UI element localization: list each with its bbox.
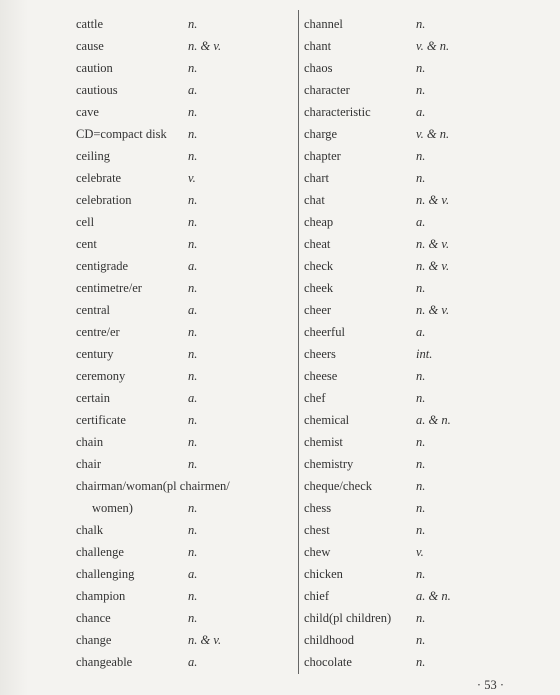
word-entry [76,256,298,278]
headword: cattle [76,17,104,31]
part-of-speech: n. [416,61,426,75]
part-of-speech: n. [416,501,426,515]
headword: chemistry [304,457,354,471]
word-entry [304,564,540,586]
headword: child(pl children) [304,611,392,625]
word-entry [76,542,298,564]
part-of-speech: n. [416,457,426,471]
headword: cheerful [304,325,345,339]
column-divider [298,10,299,674]
part-of-speech: n. [188,347,198,361]
part-of-speech: a. & n. [416,413,451,427]
word-entry [76,454,298,476]
headword: chemist [304,435,343,449]
word-entry [304,454,540,476]
word-entry [76,564,298,586]
part-of-speech: n. [416,435,426,449]
headword: chicken [304,567,343,581]
headword: chief [304,589,329,603]
part-of-speech: a. [416,325,426,339]
part-of-speech: int. [416,347,433,361]
part-of-speech: n. [416,479,426,493]
headword: caution [76,61,113,75]
word-entry [304,652,540,674]
headword: centre/er [76,325,120,339]
part-of-speech: n. [416,567,426,581]
headword: ceiling [76,149,111,163]
part-of-speech: a. [188,391,198,405]
part-of-speech: a. & n. [416,589,451,603]
word-entry [304,14,540,36]
word-entry [76,102,298,124]
headword: chat [304,193,325,207]
headword: challenging [76,567,135,581]
headword: chest [304,523,330,537]
word-entry [304,256,540,278]
headword: champion [76,589,126,603]
left-word-column [76,14,298,674]
headword: cell [76,215,95,229]
word-entry [76,168,298,190]
part-of-speech: v. [188,171,196,185]
headword: century [76,347,114,361]
part-of-speech: n. [188,61,198,75]
headword: chew [304,545,331,559]
word-entry [304,476,540,498]
part-of-speech: n. [416,17,426,31]
part-of-speech: n. [188,127,198,141]
headword: character [304,83,350,97]
word-entry [76,322,298,344]
right-word-column [304,14,540,674]
part-of-speech: v. [416,545,424,559]
headword: changeable [76,655,133,669]
part-of-speech: n. [188,281,198,295]
word-entry [76,410,298,432]
word-entry [76,344,298,366]
word-entry [76,234,298,256]
word-entry [76,190,298,212]
headword: certificate [76,413,126,427]
part-of-speech: n. [188,589,198,603]
headword: ceremony [76,369,126,383]
headword: chalk [76,523,104,537]
part-of-speech: n. [188,501,198,515]
part-of-speech: n. [416,391,426,405]
word-entry [76,36,298,58]
word-entry [76,300,298,322]
word-entry [304,520,540,542]
headword: channel [304,17,343,31]
headword: cheque/check [304,479,373,493]
word-entry [304,80,540,102]
headword: chant [304,39,332,53]
headword: chart [304,171,329,185]
headword: cautious [76,83,118,97]
part-of-speech: n. [416,633,426,647]
word-entry [76,388,298,410]
part-of-speech: n. [188,545,198,559]
part-of-speech: n. [416,523,426,537]
word-entry [76,520,298,542]
headword: cheer [304,303,332,317]
part-of-speech: a. [416,215,426,229]
headword: chess [304,501,332,515]
word-entry [76,366,298,388]
part-of-speech: n. & v. [416,303,450,317]
part-of-speech: a. [188,259,198,273]
part-of-speech: a. [188,655,198,669]
part-of-speech: n. [416,369,426,383]
part-of-speech: n. [416,83,426,97]
headword: chairman/woman(pl chairmen/ [76,479,230,493]
word-entry [304,432,540,454]
word-entry [304,366,540,388]
word-entry [304,146,540,168]
headword: chain [76,435,104,449]
headword: challenge [76,545,124,559]
headword: central [76,303,111,317]
headword: cave [76,105,99,119]
part-of-speech: n. [416,149,426,163]
headword: cause [76,39,104,53]
word-entry [304,300,540,322]
part-of-speech: n. [416,171,426,185]
part-of-speech: n. [416,655,426,669]
word-entry [76,498,298,520]
word-entry [76,124,298,146]
part-of-speech: n. [188,215,198,229]
word-entry [76,278,298,300]
word-entry [76,146,298,168]
headword: cheat [304,237,331,251]
headword: chef [304,391,326,405]
headword: cheers [304,347,336,361]
headword: chocolate [304,655,352,669]
part-of-speech: n. [188,435,198,449]
headword: certain [76,391,111,405]
page-number: · 53 · [476,678,504,692]
part-of-speech: a. [188,83,198,97]
word-entry [304,234,540,256]
part-of-speech: n. [188,523,198,537]
headword: centimetre/er [76,281,142,295]
part-of-speech: n. [188,457,198,471]
word-entry [304,102,540,124]
part-of-speech: n. & v. [416,237,450,251]
word-entry [304,608,540,630]
headword: chaos [304,61,333,75]
headword: change [76,633,112,647]
word-entry [304,168,540,190]
headword: celebration [76,193,132,207]
part-of-speech: a. [416,105,426,119]
part-of-speech: n. & v. [188,633,222,647]
word-entry [304,58,540,80]
part-of-speech: n. [188,369,198,383]
headword: chapter [304,149,341,163]
page-gutter-shadow [0,0,28,695]
word-entry [76,80,298,102]
word-entry [76,586,298,608]
word-entry [76,212,298,234]
headword: cheek [304,281,334,295]
part-of-speech: v. & n. [416,39,450,53]
word-entry [76,608,298,630]
word-entry [76,476,298,498]
part-of-speech: n. [188,149,198,163]
headword: cheese [304,369,338,383]
word-entry [304,190,540,212]
part-of-speech: n. [188,237,198,251]
part-of-speech: n. [416,281,426,295]
word-entry [304,124,540,146]
headword: chemical [304,413,350,427]
part-of-speech: n. [416,611,426,625]
headword: centigrade [76,259,129,273]
word-entry [304,586,540,608]
part-of-speech: n. [188,325,198,339]
headword: chance [76,611,111,625]
word-entry [304,36,540,58]
part-of-speech: a. [188,303,198,317]
word-entry [304,542,540,564]
headword: cent [76,237,97,251]
part-of-speech: n. [188,105,198,119]
word-entry [76,432,298,454]
word-entry [304,410,540,432]
word-entry [304,278,540,300]
headword: CD=compact disk [76,127,167,141]
word-entry [76,14,298,36]
headword: chair [76,457,101,471]
part-of-speech: v. & n. [416,127,450,141]
word-entry [304,498,540,520]
headword: check [304,259,334,273]
word-entry [76,630,298,652]
headword: characteristic [304,105,371,119]
headword: women) [92,501,133,515]
word-entry [304,212,540,234]
word-entry [76,652,298,674]
word-entry [304,630,540,652]
part-of-speech: a. [188,567,198,581]
word-entry [304,344,540,366]
part-of-speech: n. [188,193,198,207]
word-entry [304,388,540,410]
part-of-speech: n. [188,611,198,625]
headword: cheap [304,215,334,229]
part-of-speech: n. & v. [416,193,450,207]
part-of-speech: n. & v. [416,259,450,273]
headword: childhood [304,633,354,647]
part-of-speech: n. [188,413,198,427]
word-entry [76,58,298,80]
headword: charge [304,127,338,141]
word-entry [304,322,540,344]
part-of-speech: n. & v. [188,39,222,53]
part-of-speech: n. [188,17,198,31]
headword: celebrate [76,171,122,185]
